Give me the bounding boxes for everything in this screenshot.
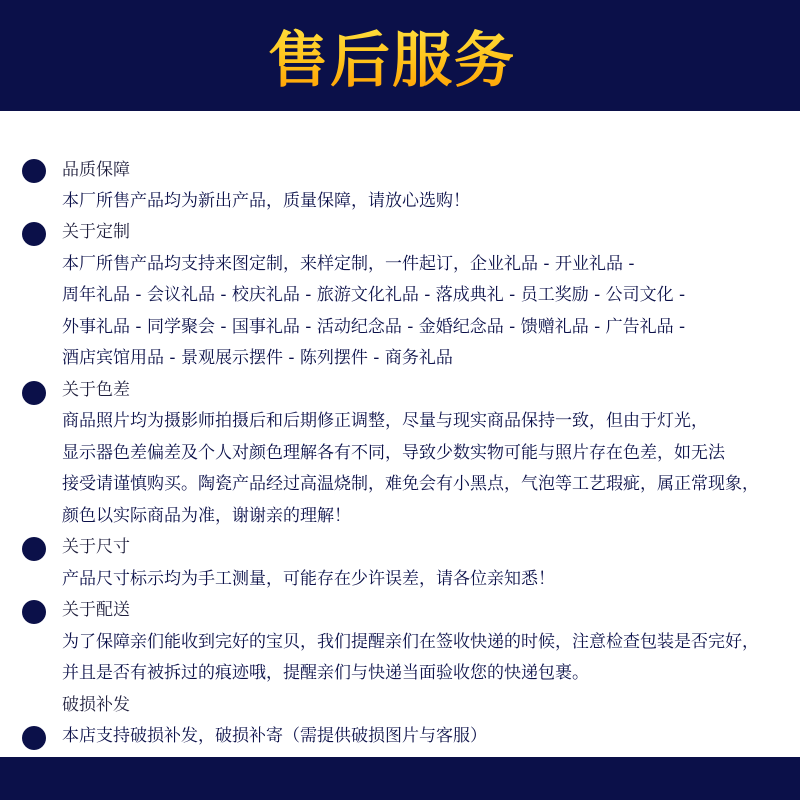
section-text: 接受请谨慎购买。陶瓷产品经过高温烧制，难免会有小黑点，气泡等工艺瑕疵，属正常现象，: [62, 474, 759, 494]
section-text: 为了保障亲们能收到完好的宝贝，我们提醒亲们在签收快递的时候，注意检查包装是否完好，: [62, 632, 759, 652]
section-heading: 品质保障: [62, 160, 130, 180]
bullet-icon: [22, 222, 46, 246]
section-text: 周年礼品 - 会议礼品 - 校庆礼品 - 旅游文化礼品 - 落成典礼 - 员工奖励 - 公司文化 -: [62, 285, 686, 305]
section-text: 颜色以实际商品为准，谢谢亲的理解！: [62, 506, 351, 526]
section-heading: 关于色差: [62, 380, 130, 400]
section-heading: 关于定制: [62, 222, 130, 242]
bullet-icon: [22, 600, 46, 624]
section-text: 本厂所售产品均为新出产品，质量保障，请放心选购！: [62, 191, 470, 211]
section-text: 本店支持破损补发，破损补寄（需提供破损图片与客服）: [62, 726, 487, 746]
section-text: 产品尺寸标示均为手工测量，可能存在少许误差，请各位亲知悉！: [62, 569, 555, 589]
section-text: 显示器色差偏差及个人对颜色理解各有不同，导致少数实物可能与照片存在色差，如无法: [62, 443, 725, 463]
section-text: 本厂所售产品均支持来图定制，来样定制，一件起订，企业礼品 - 开业礼品 -: [62, 254, 635, 274]
footer-banner: [0, 757, 800, 800]
section-text: 酒店宾馆用品 - 景观展示摆件 - 陈列摆件 - 商务礼品: [62, 348, 453, 368]
section-text: 外事礼品 - 同学聚会 - 国事礼品 - 活动纪念品 - 金婚纪念品 - 馈赠礼品 - 广告礼品 -: [62, 317, 686, 337]
bullet-icon: [22, 159, 46, 183]
bullet-icon: [22, 726, 46, 750]
section-text: 并且是否有被拆过的痕迹哦，提醒亲们与快递当面验收您的快递包裹。: [62, 663, 589, 683]
bullet-icon: [22, 381, 46, 405]
section-text: 商品照片均为摄影师拍摄后和后期修正调整，尽量与现实商品保持一致，但由于灯光，: [62, 411, 708, 431]
section-heading: 关于配送: [62, 600, 130, 620]
bullet-icon: [22, 537, 46, 561]
section-heading: 关于尺寸: [62, 537, 130, 557]
section-heading: 破损补发: [62, 695, 130, 715]
page-title: 售后服务: [268, 13, 516, 99]
